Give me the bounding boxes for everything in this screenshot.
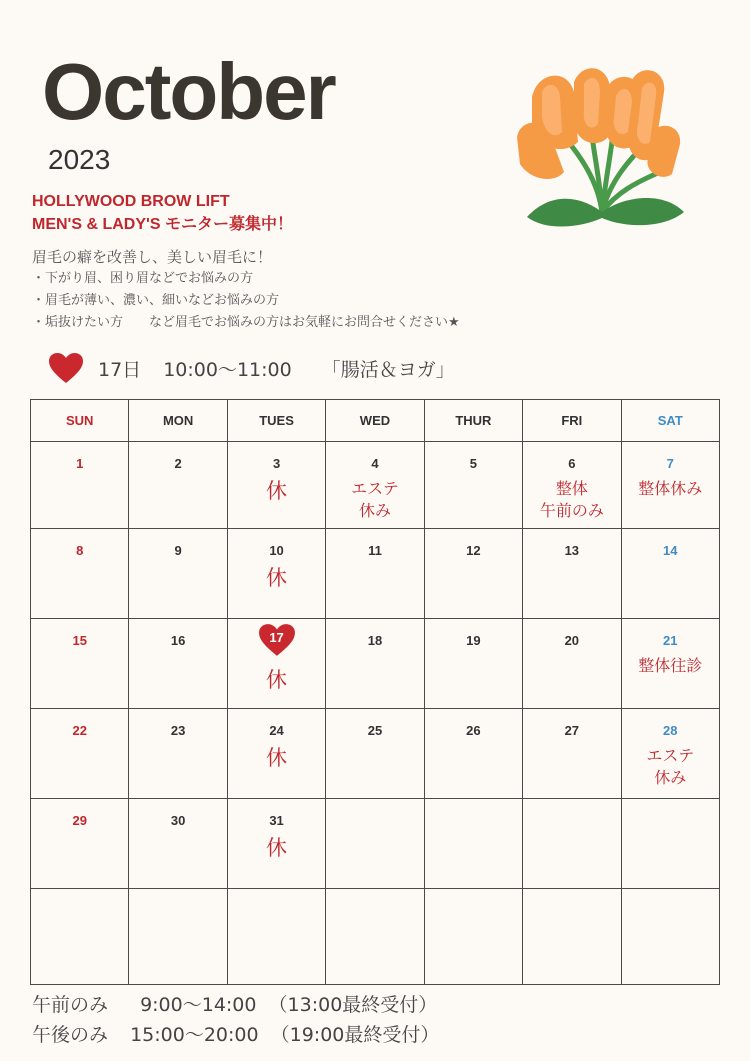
closed-note: 休 — [266, 668, 288, 692]
schedule-note: 整体休み — [638, 479, 703, 498]
closed-note: 休 — [266, 746, 288, 770]
description-item: ・眉毛が薄い、濃い、細いなどお悩みの方 — [32, 293, 280, 308]
calendar-day-cell — [129, 619, 227, 709]
hours-label: 午後のみ — [32, 1024, 109, 1046]
day-number: 20 — [564, 633, 580, 648]
weekday-thu: THUR — [424, 400, 522, 442]
day-number: 26 — [466, 723, 481, 738]
promo-subtitle: MEN'S & LADY'S モニター募集中！ — [32, 216, 293, 233]
schedule-note: 整体 — [555, 479, 588, 498]
calendar-day-cell — [31, 709, 129, 799]
calendar-week-row — [31, 889, 720, 985]
calendar-grid — [30, 399, 720, 985]
calendar-day-cell — [227, 619, 325, 709]
day-number: 7 — [666, 456, 674, 471]
calendar-day-cell — [129, 529, 227, 619]
day-number: 27 — [564, 723, 580, 738]
hours-time: 15:00〜20:00 — [130, 1024, 259, 1046]
calendar-day-cell — [326, 529, 424, 619]
day-number: 9 — [174, 543, 182, 558]
calendar-day-cell — [523, 889, 621, 985]
calendar-day-cell — [326, 619, 424, 709]
calendar-day-cell — [523, 442, 621, 529]
calendar-week-row — [31, 619, 720, 709]
day-number: 2 — [174, 456, 182, 471]
day-number: 14 — [663, 543, 678, 558]
calendar-day-cell — [621, 529, 719, 619]
hours-label: 午前のみ — [32, 994, 109, 1016]
calendar-day-cell — [227, 442, 325, 529]
calendar-day-cell — [129, 442, 227, 529]
hours-row-afternoon — [32, 1020, 439, 1050]
weekday-mon: MON — [129, 400, 227, 442]
day-number: 22 — [72, 723, 87, 738]
calendar-day-cell — [326, 799, 424, 889]
calendar-day-cell — [424, 619, 522, 709]
weekday-sun: SUN — [31, 400, 129, 442]
day-number: 6 — [568, 456, 576, 471]
day-number: 3 — [272, 456, 281, 471]
calendar-day-cell — [424, 799, 522, 889]
day-number: 5 — [469, 456, 478, 471]
calendar-day-cell — [326, 442, 424, 529]
day-number: 29 — [72, 813, 87, 828]
day-number: 11 — [368, 543, 382, 558]
calendar-day-cell — [424, 442, 522, 529]
calendar-day-cell — [523, 619, 621, 709]
calendar-week-row — [31, 799, 720, 889]
calendar-day-cell — [227, 889, 325, 985]
calendar-day-cell — [621, 619, 719, 709]
event-date: 17日 — [98, 358, 142, 381]
weekday-wed: WED — [326, 400, 424, 442]
flower-illustration — [512, 62, 692, 232]
schedule-note: 午前のみ — [539, 501, 604, 520]
description-block — [32, 246, 460, 334]
closed-note: 休 — [266, 479, 288, 503]
hours-last: （13:00最終受付） — [268, 994, 438, 1016]
calendar-day-cell — [31, 889, 129, 985]
day-number: 17 — [269, 630, 284, 645]
day-number: 31 — [269, 813, 284, 828]
day-number: 12 — [466, 543, 481, 558]
business-hours — [32, 990, 439, 1050]
calendar-day-cell — [31, 619, 129, 709]
calendar-day-cell — [523, 529, 621, 619]
day-number: 21 — [663, 633, 678, 648]
calendar-day-cell — [227, 799, 325, 889]
closed-note: 休 — [266, 836, 288, 860]
promo-block — [32, 190, 293, 236]
calendar-day-cell — [621, 442, 719, 529]
calendar-day-cell — [227, 529, 325, 619]
day-number: 25 — [367, 723, 383, 738]
calendar-day-cell — [424, 529, 522, 619]
description-lead: 眉毛の癖を改善し、美しい眉毛に！ — [32, 248, 273, 266]
day-number: 18 — [367, 633, 383, 648]
weekday-header-row — [31, 400, 720, 442]
calendar-day-cell — [129, 709, 227, 799]
hours-time: 9:00〜14:00 — [140, 994, 257, 1016]
event-title: 「腸活＆ヨガ」 — [321, 358, 455, 381]
calendar-day-cell — [523, 799, 621, 889]
calendar-week-row — [31, 529, 720, 619]
weekday-sat: SAT — [621, 400, 719, 442]
event-time: 10:00〜11:00 — [163, 358, 292, 381]
day-number: 30 — [170, 813, 186, 828]
weekday-tue: TUES — [227, 400, 325, 442]
day-number: 1 — [76, 456, 84, 471]
calendar-day-cell — [31, 799, 129, 889]
day-number: 10 — [269, 543, 284, 558]
schedule-note: 休み — [654, 768, 687, 787]
calendar-day-cell — [227, 709, 325, 799]
calendar-day-cell — [621, 889, 719, 985]
calendar-day-cell — [326, 889, 424, 985]
weekday-fri: FRI — [523, 400, 621, 442]
description-item: ・垢抜けたい方 など眉毛でお悩みの方はお気軽にお問合せください★ — [32, 315, 460, 330]
day-number: 16 — [170, 633, 186, 648]
calendar-day-cell — [129, 799, 227, 889]
day-number: 15 — [72, 633, 87, 648]
calendar-day-cell — [424, 709, 522, 799]
calendar-day-cell — [621, 709, 719, 799]
calendar-week-row — [31, 442, 720, 529]
day-number: 24 — [269, 723, 284, 738]
schedule-note: エステ — [351, 479, 399, 498]
day-number: 28 — [663, 723, 678, 738]
calendar-day-cell — [424, 889, 522, 985]
day-number: 19 — [466, 633, 481, 648]
calendar-week-row — [31, 709, 720, 799]
promo-title: HOLLYWOOD BROW LIFT — [32, 193, 230, 210]
calendar-day-cell — [621, 799, 719, 889]
day-number: 8 — [76, 543, 84, 558]
heart-icon — [48, 352, 84, 384]
year-label: 2023 — [48, 144, 111, 175]
day-number: 23 — [170, 723, 186, 738]
calendar-day-cell — [129, 889, 227, 985]
day-number: 13 — [564, 543, 580, 558]
calendar-day-cell — [326, 709, 424, 799]
calendar-day-cell — [31, 529, 129, 619]
schedule-note: エステ — [646, 746, 695, 765]
calendar-day-cell — [523, 709, 621, 799]
month-title: October — [42, 47, 335, 136]
hours-last: （19:00最終受付） — [270, 1024, 440, 1046]
schedule-note: 整体往診 — [638, 656, 703, 675]
day-number: 4 — [371, 456, 379, 471]
event-banner — [48, 352, 455, 384]
calendar-day-cell — [31, 442, 129, 529]
closed-note: 休 — [266, 566, 288, 590]
event-heart-marker — [258, 623, 296, 657]
schedule-note: 休み — [358, 501, 391, 520]
description-item: ・下がり眉、困り眉などでお悩みの方 — [32, 271, 254, 286]
hours-row-morning — [32, 990, 439, 1020]
